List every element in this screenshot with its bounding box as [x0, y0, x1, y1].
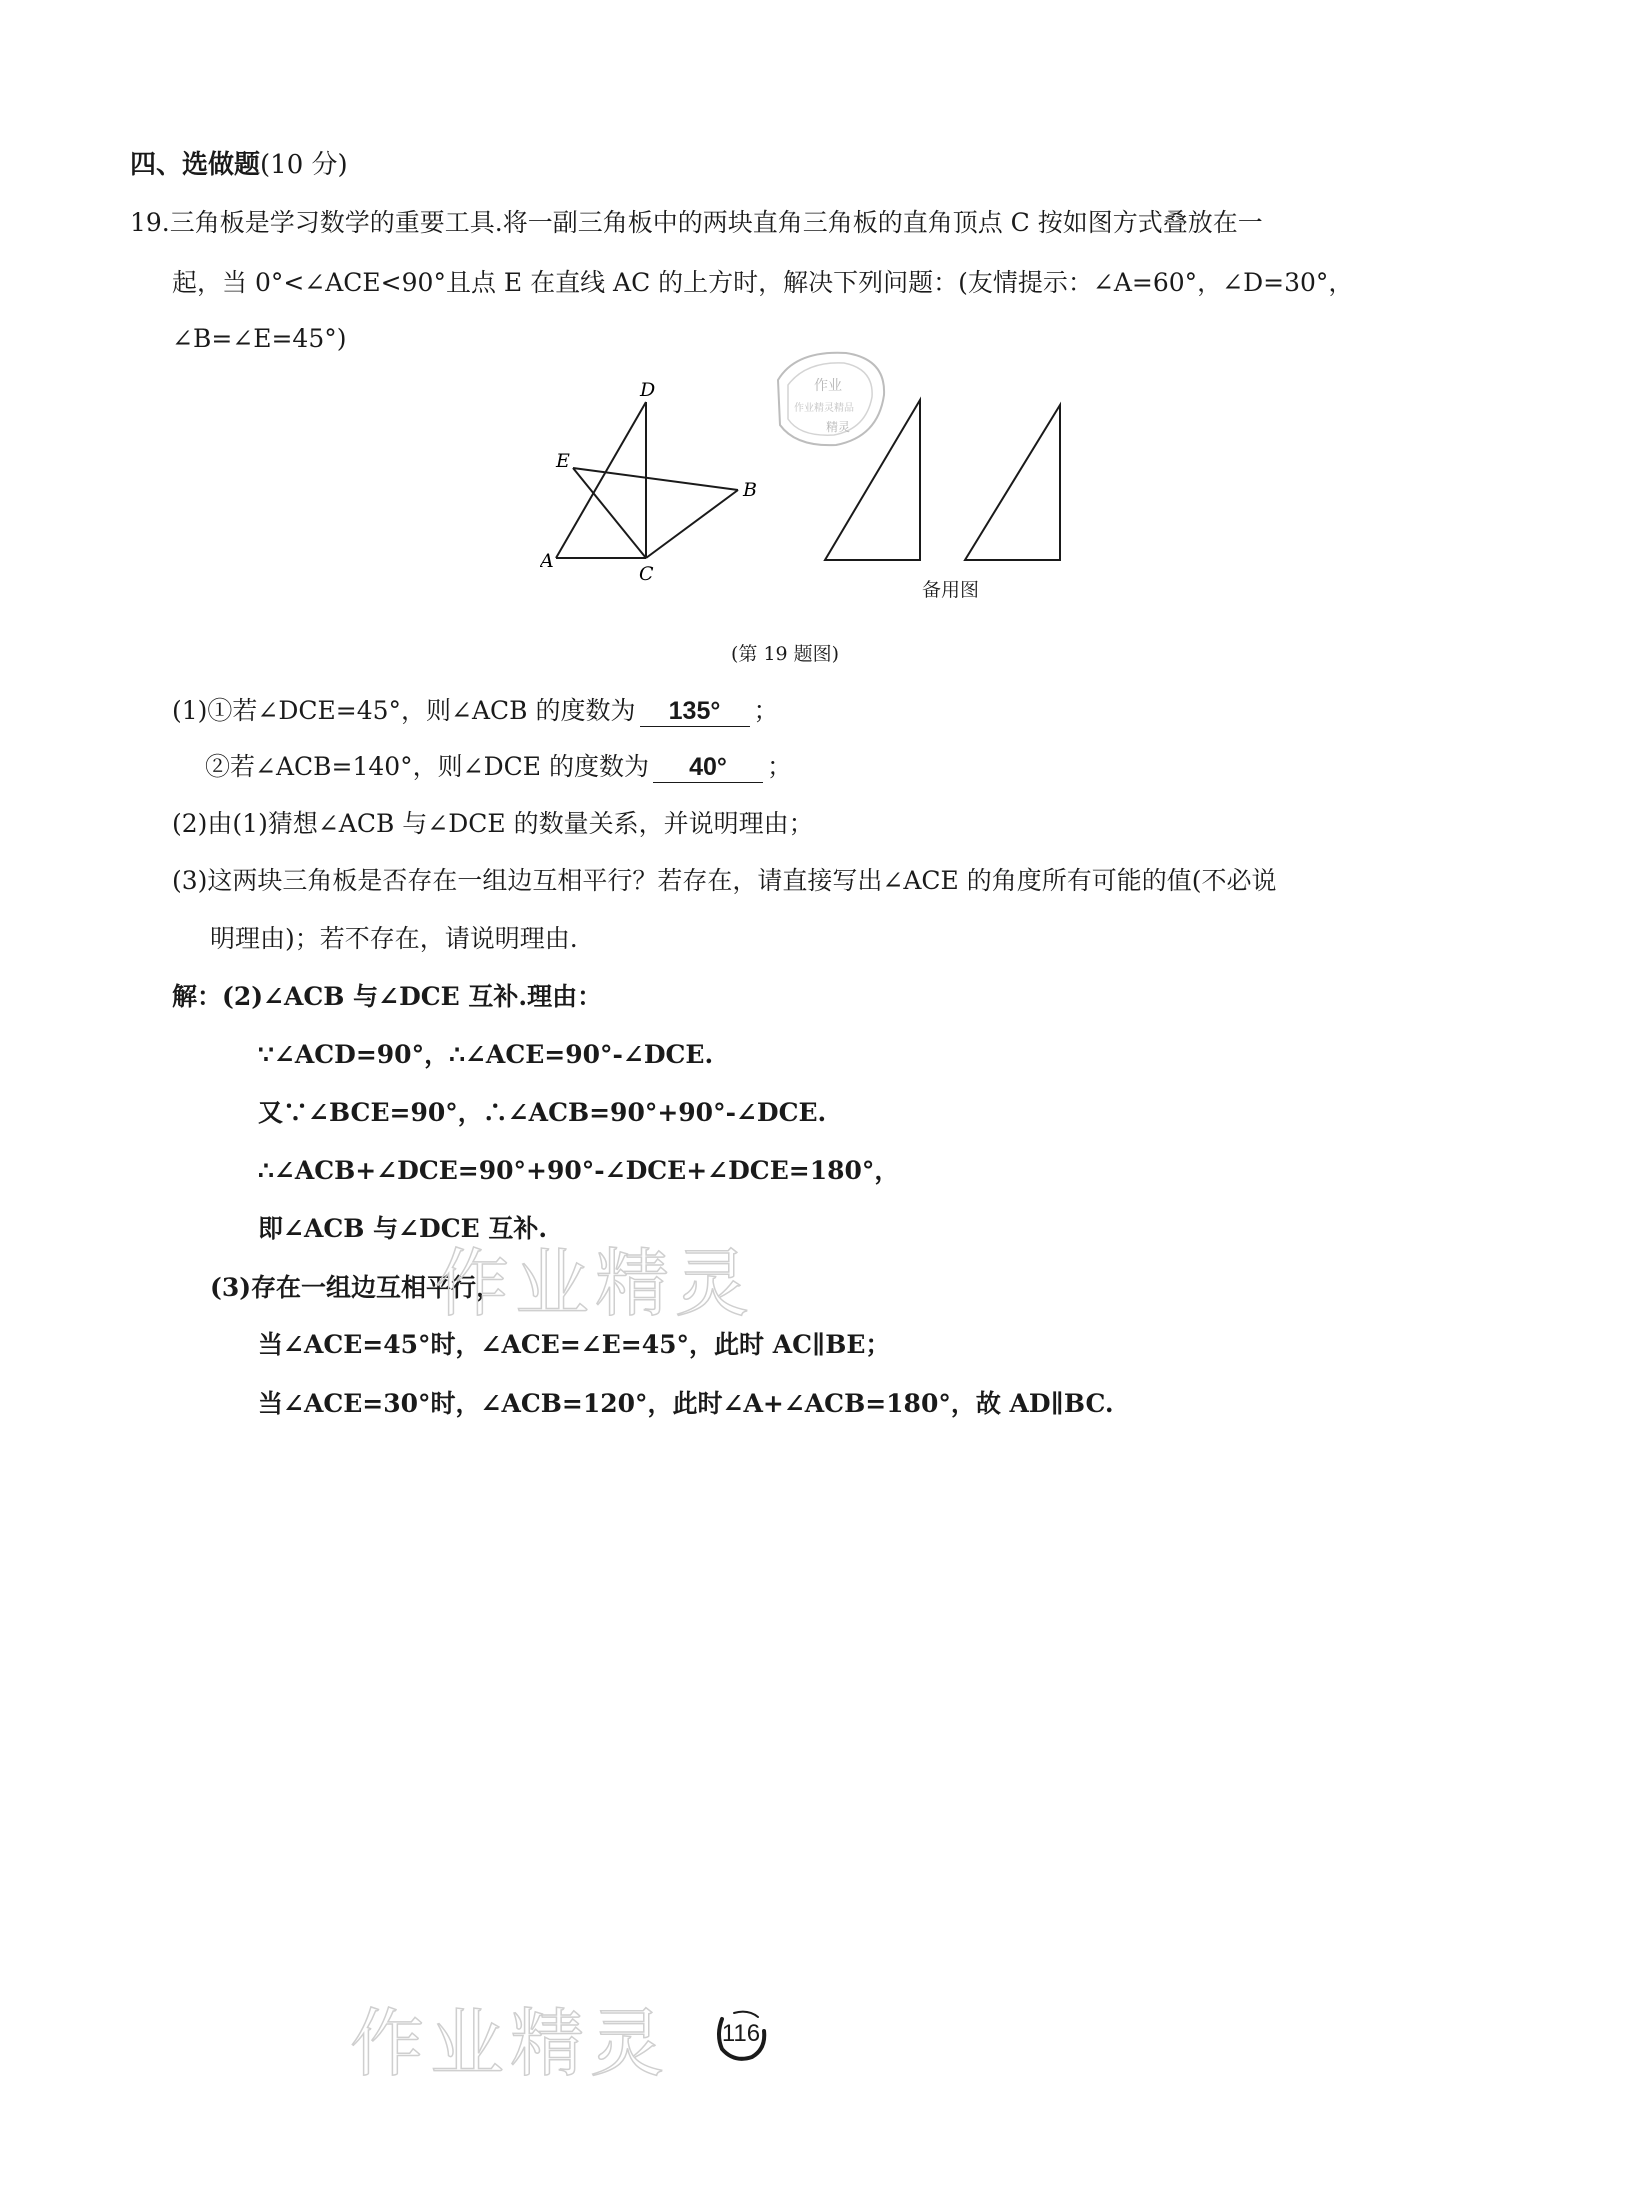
question-1-part-1: [172, 694, 779, 728]
triangle-figure: [540, 375, 770, 595]
question-3-line-1: (3)这两块三角板是否存在一组边互相平行？若存在，请直接写出∠ACE 的角度所有可能的值(不必说: [172, 866, 1277, 895]
stamp-text-top: 作业: [814, 378, 842, 394]
problem-stem-line-3: ∠B=∠E=45°): [172, 324, 347, 353]
q1-part1-prefix: (1)①若∠DCE=45°，则∠ACB 的度数为: [172, 696, 636, 725]
figure-caption: (第 19 题图): [731, 643, 840, 665]
question-2: (2)由(1)猜想∠ACB 与∠DCE 的数量关系，并说明理由；: [172, 809, 814, 838]
edge-BC: [646, 490, 738, 558]
problem-stem-line-2: 起，当 0°<∠ACE<90°且点 E 在直线 AC 的上方时，解决下列问题：(友情提示：∠A=60°，∠D=30°，: [172, 268, 1354, 297]
label-D: D: [640, 379, 656, 401]
solution-line-6: (3)存在一组边互相平行，: [210, 1273, 502, 1302]
solution-line-8: 当∠ACE=30°时，∠ACB=120°，此时∠A+∠ACB=180°，故 AD∥BC.: [258, 1389, 1114, 1418]
question-3-line-2: 明理由)；若不存在，请说明理由.: [210, 924, 578, 953]
q1-part1-answer: 135°: [640, 696, 750, 727]
page-number: 116: [721, 2020, 761, 2047]
section-title: 四、选做题: [130, 150, 261, 180]
problem-number: 19.: [130, 208, 170, 237]
watermark-bottom: 作业精灵: [350, 2001, 670, 2087]
q1-part2-suffix: ；: [766, 752, 792, 781]
q1-part1-suffix: ；: [753, 696, 779, 725]
solution-line-7: 当∠ACE=45°时，∠ACE=∠E=45°，此时 AC∥BE；: [258, 1330, 891, 1359]
section-heading: [130, 148, 348, 182]
solution-line-4: ∴∠ACB+∠DCE=90°+90°-∠DCE+∠DCE=180°，: [258, 1156, 900, 1185]
edge-AD: [556, 402, 646, 558]
label-A: A: [540, 550, 554, 572]
stamp-text-mid: 作业精灵精品: [794, 403, 854, 414]
spare-triangles: [820, 395, 1070, 595]
problem-stem-line-1: [130, 206, 1263, 240]
spare-triangle-1: [825, 400, 920, 560]
edge-EC: [573, 468, 646, 558]
section-score: (10 分): [260, 150, 348, 180]
label-C: C: [639, 563, 654, 585]
problem-stem-text-1: 三角板是学习数学的重要工具.将一副三角板中的两块直角三角板的直角顶点 C 按如图方式叠放在一: [169, 208, 1263, 237]
solution-line-1: 解：(2)∠ACB 与∠DCE 互补.理由：: [172, 982, 603, 1011]
solution-line-5: 即∠ACB 与∠DCE 互补.: [258, 1214, 548, 1243]
watermark-middle: 作业精灵: [435, 1241, 755, 1327]
label-E: E: [556, 450, 570, 472]
q1-part2-answer: 40°: [653, 752, 763, 783]
stamp-text-bottom: 精灵: [826, 420, 851, 434]
spare-triangle-2: [965, 405, 1060, 560]
q1-part2-prefix: ②若∠ACB=140°，则∠DCE 的度数为: [205, 752, 649, 781]
question-1-part-2: [205, 750, 792, 784]
spare-figure-caption: 备用图: [922, 579, 980, 601]
page-number-badge: [712, 2005, 770, 2063]
solution-line-2: ∵∠ACD=90°，∴∠ACE=90°-∠DCE.: [258, 1040, 714, 1069]
solution-line-3: 又∵∠BCE=90°，∴∠ACB=90°+90°-∠DCE.: [258, 1098, 827, 1127]
label-B: B: [743, 479, 757, 501]
